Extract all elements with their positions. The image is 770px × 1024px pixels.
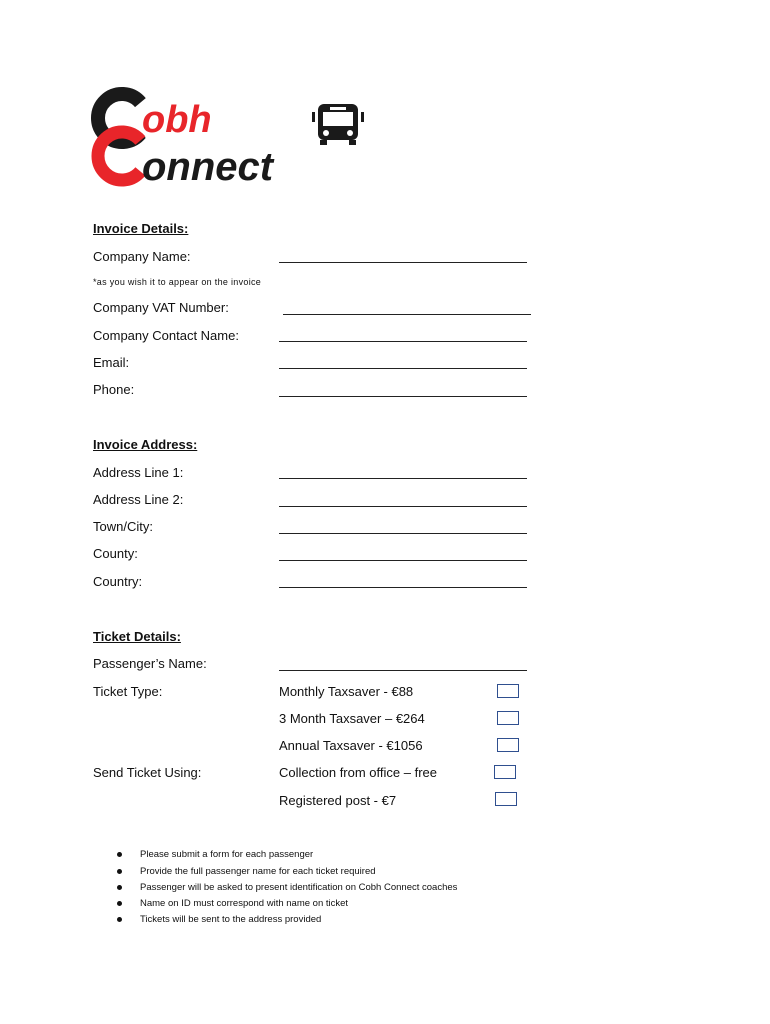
ticket-type-label: Ticket Type: [93,684,163,699]
svg-text:onnect: onnect [142,145,274,189]
ticket-option-monthly: Monthly Taxsaver - €88 [279,684,414,699]
country-label: Country: [93,574,143,589]
note-text: Name on ID must correspond with name on ticket [140,898,349,909]
svg-text:obh: obh [142,99,212,141]
town-label: Town/City: [93,519,153,534]
town-field[interactable] [279,533,527,534]
note-item [117,898,348,909]
bullet-icon [117,869,122,874]
address-line1-label: Address Line 1: [93,465,184,480]
ticket-option-annual: Annual Taxsaver - €1056 [279,738,423,753]
country-field[interactable] [279,587,527,588]
note-text: Tickets will be sent to the address provided [140,914,322,925]
address-line2-field[interactable] [279,506,527,507]
invoice-details-heading: Invoice Details: [93,221,189,236]
ticket-option-3month: 3 Month Taxsaver – €264 [279,711,425,726]
collection-checkbox[interactable] [494,765,516,779]
vat-label: Company VAT Number: [93,300,229,315]
county-label: County: [93,546,138,561]
bullet-icon [117,885,122,890]
passenger-name-field[interactable] [279,670,527,671]
passenger-name-label: Passenger’s Name: [93,656,207,671]
annual-checkbox[interactable] [497,738,519,752]
bullet-icon [117,901,122,906]
note-text: Provide the full passenger name for each ticket required [140,866,376,877]
delivery-option-collection: Collection from office – free [279,765,437,780]
address-line1-field[interactable] [279,478,527,479]
bus-icon [312,104,364,145]
company-name-field[interactable] [279,262,527,263]
ticket-details-heading: Ticket Details: [93,629,181,644]
contact-field[interactable] [279,341,527,342]
vat-field[interactable] [283,314,531,315]
address-line2-label: Address Line 2: [93,492,184,507]
note-text: Please submit a form for each passenger [140,849,314,860]
bullet-icon [117,852,122,857]
contact-label: Company Contact Name: [93,328,239,343]
email-label: Email: [93,355,130,370]
note-item [117,914,321,925]
send-ticket-label: Send Ticket Using: [93,765,202,780]
company-name-note: *as you wish it to appear on the invoice [93,277,262,287]
monthly-checkbox[interactable] [497,684,519,698]
post-checkbox[interactable] [495,792,517,806]
delivery-option-post: Registered post - €7 [279,793,397,808]
phone-label: Phone: [93,382,135,397]
note-text: Passenger will be asked to present identification on Cobh Connect coaches [140,882,458,893]
bullet-icon [117,917,122,922]
3month-checkbox[interactable] [497,711,519,725]
county-field[interactable] [279,560,527,561]
note-item [117,882,457,893]
note-item [117,866,376,877]
email-field[interactable] [279,368,527,369]
note-item [117,849,313,860]
phone-field[interactable] [279,396,527,397]
company-name-label: Company Name: [93,249,191,264]
invoice-address-heading: Invoice Address: [93,437,198,452]
cobh-connect-logo [90,82,390,194]
